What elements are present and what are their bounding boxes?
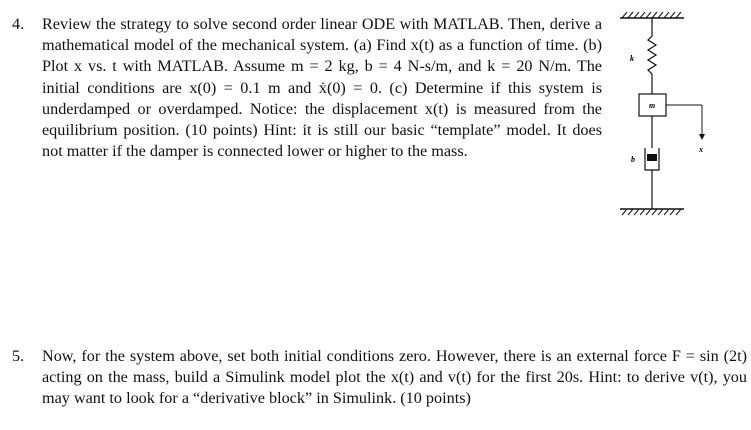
- damper-piston: [647, 154, 657, 161]
- x-arrow-icon: [699, 134, 705, 140]
- displacement-label: x: [699, 145, 703, 154]
- question-5-number: 5.: [12, 347, 25, 365]
- top-wall-hatch: [622, 12, 681, 18]
- damper-label: b: [631, 155, 635, 164]
- mass-label: m: [649, 101, 656, 110]
- question-5-text: Now, for the system above, set both initial conditions zero. However, there is an external force F = sin (2t) acting on the mass, build a Simulink model plot the x(t) and v(t) for the first 20s. Hint: to derive v(t), you may want to look for a “derivative block” in Simulink. (10 points): [42, 347, 747, 408]
- question-4: [12, 14, 602, 162]
- bottom-wall-hatch: [622, 209, 681, 215]
- question-5: [12, 346, 747, 410]
- spring: [648, 18, 656, 94]
- question-4-text: Review the strategy to solve second order linear ODE with MATLAB. Then, derive a mathematical model of the mechanical system. (a) Find x(t) as a function of time. (b) Plot x vs. t with MATLAB. Assume m = 2 kg, b = 4 N-s/m, and k = 20 N/m. The initial conditions are x(0) = 0.1 m and ẋ(0) = 0. (c) Determine if this system is underdamped or overdamped. Notice: the displacement x(t) is measured from the equilibrium position. (10 points) Hint: it is still our basic “template” model. It does not matter if the damper is connected lower or higher to the mass.: [42, 15, 602, 161]
- mass-spring-damper-figure: [604, 4, 714, 224]
- spring-label: k: [630, 54, 634, 63]
- question-4-number: 4.: [12, 15, 25, 33]
